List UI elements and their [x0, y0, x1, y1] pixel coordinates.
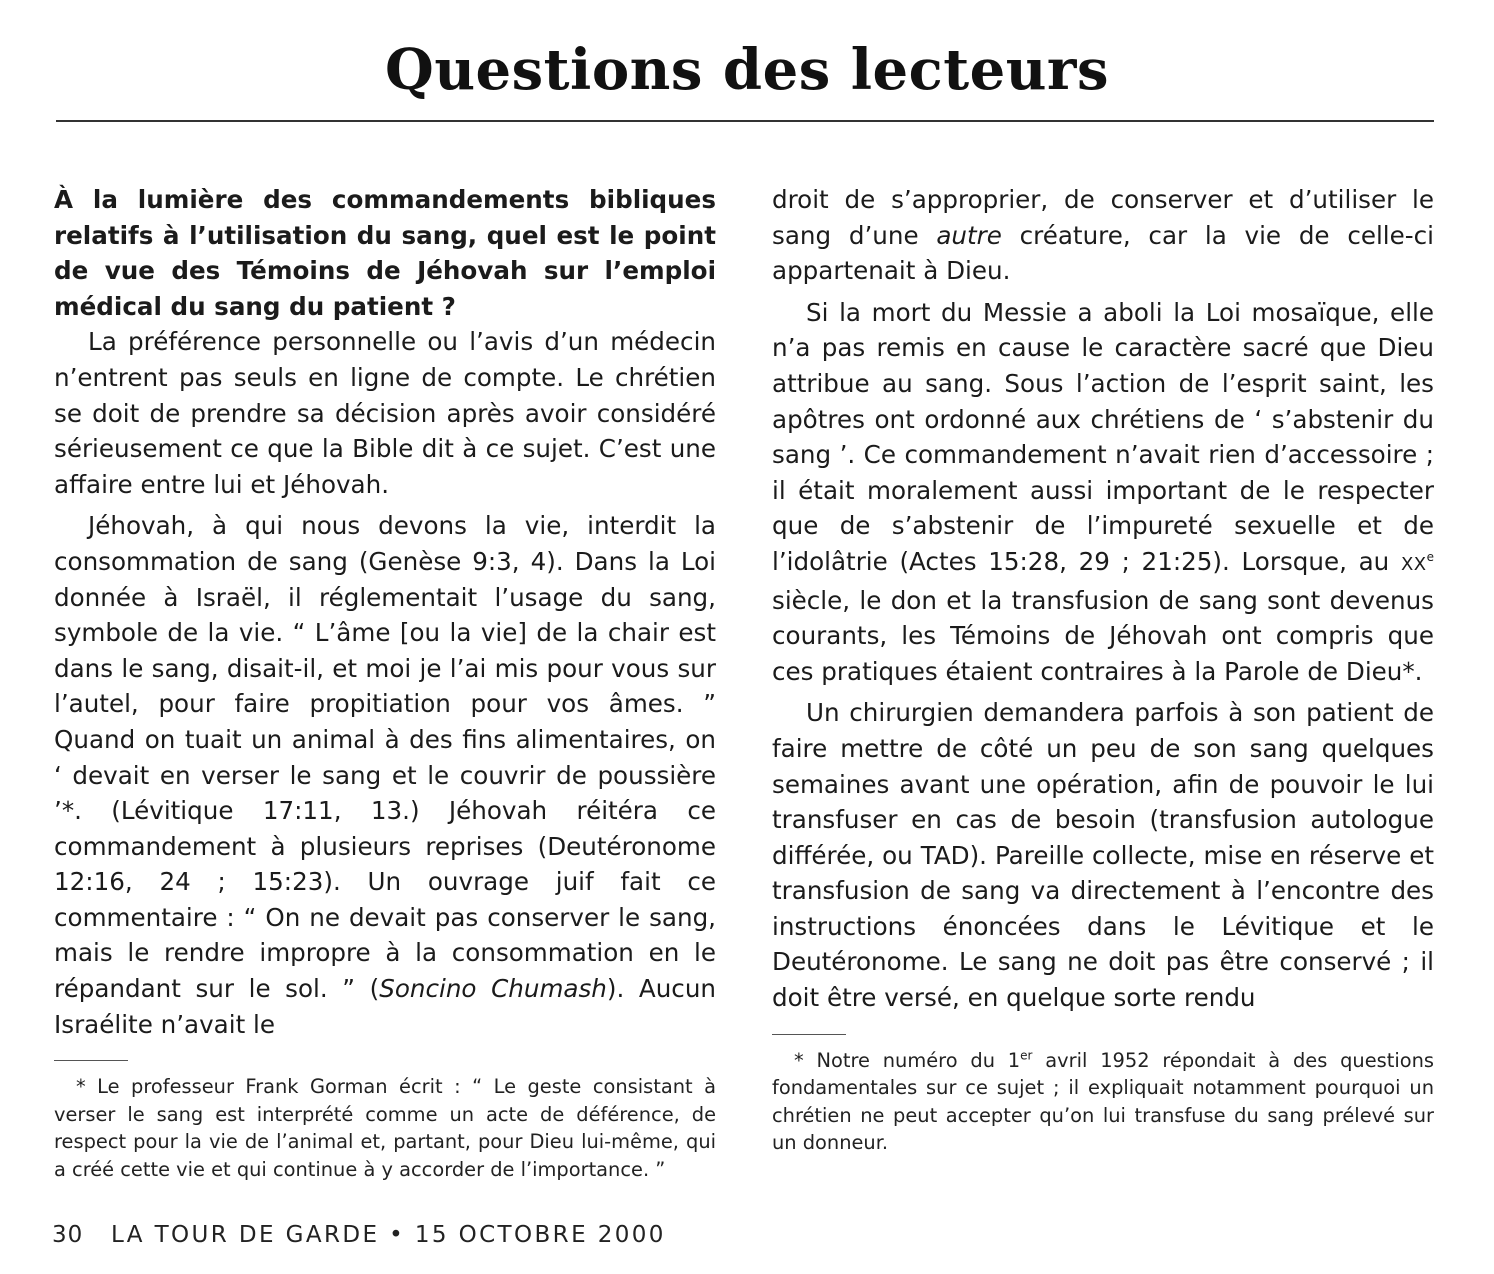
paragraph-2-text-b: ). Aucun Israélite n’avait le — [54, 974, 717, 1039]
paragraph-4-text-b: siècle, le don et la transfusion de sang sont devenus courants, les Témoins de Jéhovah ont compris que ces pratiques étaient contraires à la Parole de Dieu*. — [772, 585, 1434, 686]
publication-name: LA TOUR DE GARDE — [111, 1222, 380, 1248]
paragraph-3-text-a: droit de s’approprier, de conserver et d’utiliser le sang d’une — [772, 185, 1434, 250]
footnote-right — [772, 1047, 1434, 1157]
right-column — [772, 182, 1434, 1157]
footnote-right-superscript: er — [1020, 1048, 1033, 1063]
footer-separator: • — [389, 1222, 406, 1248]
paragraph-2 — [54, 508, 716, 1042]
page-footer — [52, 1222, 666, 1248]
paragraph-2-italic: Soncino Chumash — [379, 974, 607, 1004]
paragraph-4 — [772, 295, 1434, 690]
paragraph-1: La préférence personnelle ou l’avis d’un médecin n’entrent pas seuls en ligne de compte. Le chrétien se doit de prendre sa décision après avoir considéré sérieusement ce que la Bible dit à ce sujet. C’est une affaire entre lui et Jéhovah. — [54, 327, 716, 499]
paragraph-2-text-a: Jéhovah, à qui nous devons la vie, interdit la consommation de sang (Genèse 9:3, 4). Dans la Loi donnée à Israël, il réglementait l’usage du sang, symbole de la vie. “ L’âme [ou la vie] de la chair est dans le sang, disait-il, et moi je l’ai mis pour vous sur l’autel, pour faire propitiation pour vos âmes. ” Quand on tuait un animal à des fins alimentaires, on ‘ devait en verser le sang et le couvrir de poussière ’*. (Lévitique 17:11, 13.) Jéhovah réitéra ce commandement à plusieurs reprises (Deutéronome 12:16, 24 ; 15:23). Un ouvrage juif fait ce commentaire : “ On ne devait pas conserver le sang, mais le rendre impropre à la consommation en le répandant sur le sol. ” ( — [54, 511, 716, 1004]
paragraph-5: Un chirurgien demandera parfois à son patient de faire mettre de côté un peu de son sang quelques semaines avant une opération, afin de pouvoir le lui transfuser en cas de besoin (transfusion autologue différée, ou TAD). Pareille collecte, mise en réserve et transfusion de sang va directement à l’encontre des instructions énoncées dans le Lévitique et le Deutéronome. Le sang ne doit pas être conservé ; il doit être versé, en quelque sorte rendu — [772, 698, 1434, 1013]
footnote-right-text-b: avril 1952 répondait à des questions fondamentales sur ce sujet ; il expliquait notamment pourquoi un chrétien ne peut accepter qu’on lui transfuse du sang prélevé sur un donneur. — [772, 1048, 1435, 1155]
paragraph-3-text-b: créature, car la vie de celle-ci appartenait à Dieu. — [772, 220, 1434, 286]
left-column — [54, 182, 716, 1184]
paragraph-3-italic: autre — [936, 220, 1002, 250]
century-label: XX — [1400, 553, 1427, 575]
footnote-rule — [772, 1034, 846, 1035]
footnote-right-text-a: * Notre numéro du 1 — [794, 1048, 1021, 1072]
footnote-rule — [54, 1060, 128, 1061]
title-rule — [56, 120, 1434, 122]
footnote-left: * Le professeur Frank Gorman écrit : “ Le geste consistant à verser le sang est interprété comme un acte de déférence, de respect pour la vie de l’animal et, partant, pour Dieu lui-même, qui a créé cette vie et qui continue à y accorder de l’importance. ” — [54, 1075, 716, 1182]
paragraph-4-text-a: Si la mort du Messie a aboli la Loi mosaïque, elle n’a pas remis en cause le caractère sacré que Dieu attribue au sang. Sous l’action de l’esprit saint, les apôtres ont ordonné aux chrétiens de ‘ s’abstenir du sang ’. Ce commandement n’avait rien d’accessoire ; il était moralement aussi important de le respecter que de s’abstenir de l’impureté sexuelle et de l’idolâtrie (Actes 15:28, 29 ; 21:25). Lorsque, au — [772, 297, 1434, 576]
issue-date: 15 OCTOBRE 2000 — [414, 1222, 666, 1248]
century-superscript: e — [1426, 549, 1434, 564]
paragraph-3 — [772, 182, 1434, 289]
page-number: 30 — [52, 1222, 84, 1248]
question-heading: À la lumière des commandements bibliques relatifs à l’utilisation du sang, quel est le point de vue des Témoins de Jéhovah sur l’emploi médical du sang du patient ? — [54, 185, 716, 321]
page-title: Questions des lecteurs — [385, 37, 1109, 103]
